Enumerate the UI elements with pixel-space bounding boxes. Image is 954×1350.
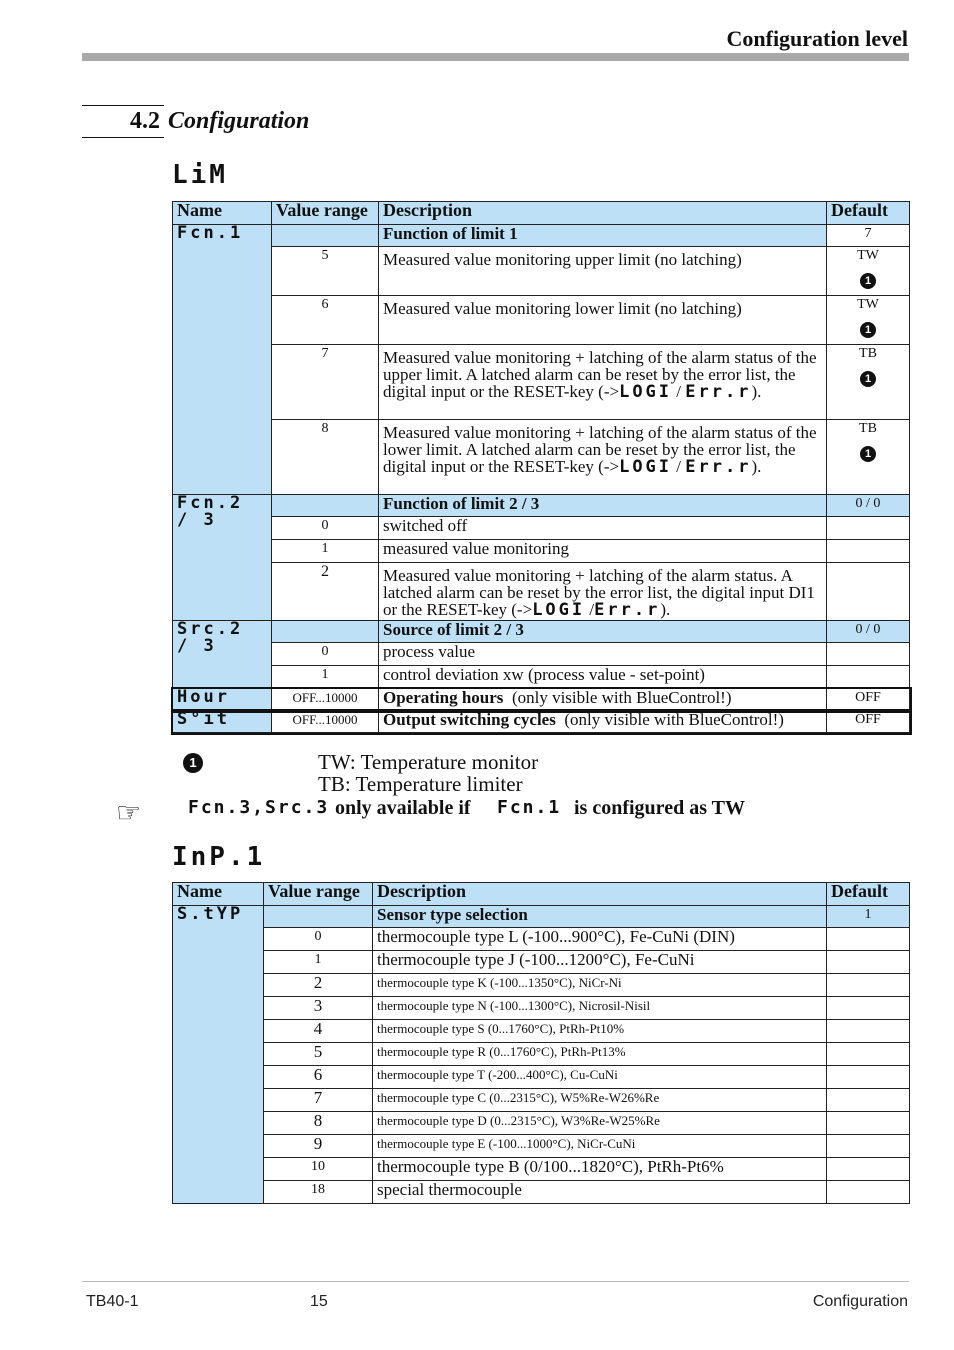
table-row: Fcn.2 / 3 Function of limit 2 / 3 0 / 0	[173, 495, 910, 517]
table-row: S.tYP Sensor type selection 1	[173, 906, 910, 928]
table-row: 5 thermocouple type R (0...1760°C), PtRh-Pt13%	[173, 1043, 910, 1066]
table-row: 7 Measured value monitoring + latching of the alarm status of the upper limit. A latched alarm can be reset by the error list, the digital input or the RESET-key (->LOGI / Err.r). TB 1	[173, 345, 910, 420]
note-codes: Fcn.3,Src.3	[188, 797, 330, 818]
table-row: 8 thermocouple type D (0...2315°C), W3%Re-W25%Re	[173, 1112, 910, 1135]
page-header-title: Configuration level	[726, 26, 908, 51]
footnote-1-icon: 1	[860, 371, 876, 387]
section-rule-bottom	[82, 137, 164, 138]
note-text: only available if	[335, 797, 471, 819]
footnote-1-icon: 1	[183, 753, 203, 773]
param-name-fcn1: Fcn.1	[173, 225, 272, 495]
col-value-range: Value range	[272, 202, 379, 225]
section-rule-top	[82, 105, 164, 106]
footer-doc-id: TB40-1	[86, 1293, 139, 1310]
param-name-styp: S.tYP	[173, 906, 264, 1204]
table-row: 6 thermocouple type T (-200...400°C), Cu-CuNi	[173, 1066, 910, 1089]
section-number: 4.2	[130, 108, 160, 134]
table-row: Hour OFF...10000 Operating hours (only visible with BlueControl!) OFF	[173, 689, 910, 711]
table-row: 1 measured value monitoring	[173, 540, 910, 563]
table-row: 0 thermocouple type L (-100...900°C), Fe-CuNi (DIN)	[173, 928, 910, 951]
table-row: 1 thermocouple type J (-100...1200°C), Fe-CuNi	[173, 951, 910, 974]
table-row: Src.2 / 3 Source of limit 2 / 3 0 / 0	[173, 621, 910, 643]
footer-rule	[82, 1281, 909, 1282]
table-row: 4 thermocouple type S (0...1760°C), PtRh-Pt10%	[173, 1020, 910, 1043]
table-row: 0 process value	[173, 643, 910, 666]
table-row: 0 switched off	[173, 517, 910, 540]
table-row: 9 thermocouple type E (-100...1000°C), NiCr-CuNi	[173, 1135, 910, 1158]
table-row	[173, 225, 910, 247]
param-name-fcn23: Fcn.2 / 3	[173, 495, 272, 621]
section-heading	[130, 108, 309, 135]
header-rule	[82, 53, 909, 61]
lim-code: LiM	[172, 160, 228, 190]
table-row: 8 Measured value monitoring + latching of the alarm status of the lower limit. A latched alarm can be reset by the error list, the digital input or the RESET-key (->LOGI / Err.r). TB 1	[173, 420, 910, 495]
lim-table	[172, 201, 910, 733]
pointing-hand-icon: ☞	[116, 798, 142, 829]
param-name-src23: Src.2 / 3	[173, 621, 272, 689]
footer-page-number: 15	[310, 1293, 328, 1310]
table-header-row: Name Value range Description Default	[173, 883, 910, 906]
inp1-table	[172, 882, 910, 1204]
note-code: Fcn.1	[497, 797, 562, 818]
section-title: Configuration	[168, 108, 310, 134]
footer-section: Configuration	[812, 1293, 908, 1310]
table-row: 1 control deviation xw (process value - set-point)	[173, 666, 910, 689]
legend-text: TW: Temperature monitor TB: Temperature limiter	[318, 750, 539, 796]
col-description: Description	[379, 202, 827, 225]
inp1-code: InP.1	[172, 842, 266, 872]
table-row: 3 thermocouple type N (-100...1300°C), Nicrosil-Nisil	[173, 997, 910, 1020]
note-text-2: is configured as TW	[574, 797, 745, 819]
param-default: 7	[827, 225, 910, 247]
footnote-1-icon: 1	[860, 273, 876, 289]
footnote-1-icon: 1	[860, 322, 876, 338]
col-name: Name	[173, 202, 272, 225]
table-row: S°it OFF...10000 Output switching cycles (only visible with BlueControl!) OFF	[173, 711, 910, 733]
table-row: 2 thermocouple type K (-100...1350°C), NiCr-Ni	[173, 974, 910, 997]
table-row: 7 thermocouple type C (0...2315°C), W5%Re-W26%Re	[173, 1089, 910, 1112]
param-title: Function of limit 1	[379, 225, 827, 247]
col-default: Default	[827, 202, 910, 225]
legend-badge	[183, 753, 203, 773]
table-row: 6 Measured value monitoring lower limit (no latching) TW 1	[173, 296, 910, 345]
table-row: 5 Measured value monitoring upper limit (no latching) TW 1	[173, 247, 910, 296]
footnote-1-icon: 1	[860, 446, 876, 462]
table-header-row	[173, 202, 910, 225]
table-row: 10 thermocouple type B (0/100...1820°C), PtRh-Pt6%	[173, 1158, 910, 1181]
table-row: 2 Measured value monitoring + latching of the alarm status. A latched alarm can be reset by the error list, the digital input DI1 or the RESET-key (->LOGI /Err.r).	[173, 563, 910, 621]
table-row: 18 special thermocouple	[173, 1181, 910, 1204]
